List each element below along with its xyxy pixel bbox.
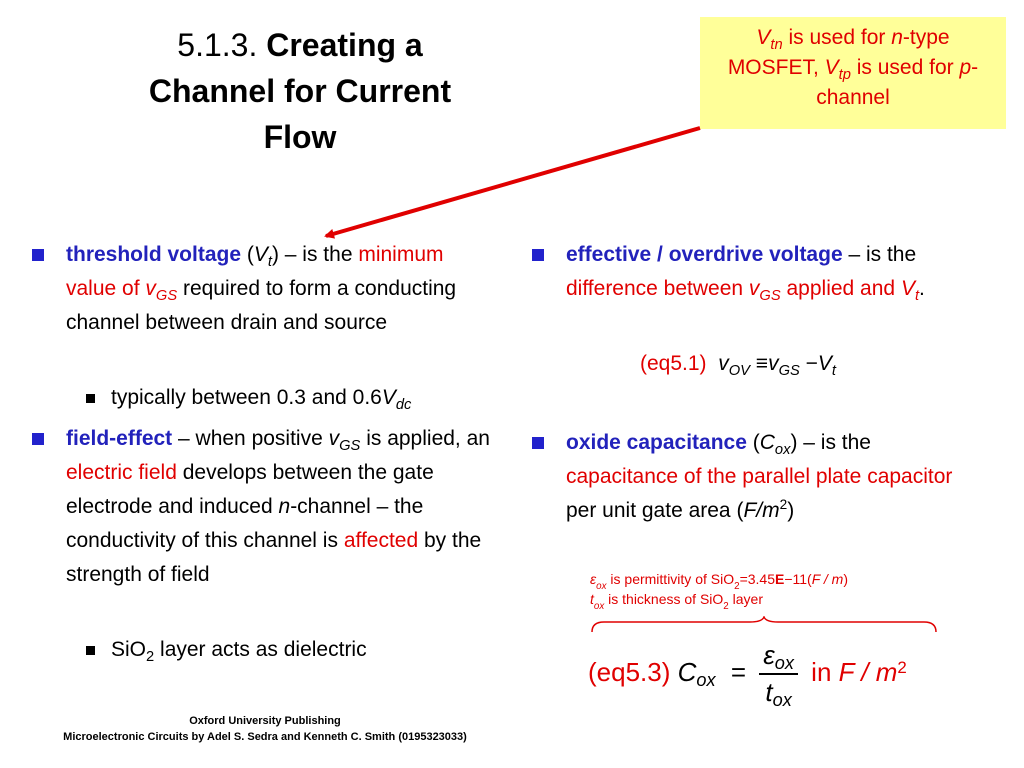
term-threshold-voltage: threshold voltage (66, 243, 242, 266)
equation-label: (eq5.1) (640, 352, 707, 375)
highlight: applied and (780, 277, 901, 300)
text: in (811, 656, 832, 687)
thickness-line (590, 589, 848, 612)
subbullet-marker (86, 394, 95, 403)
sub: GS (778, 363, 800, 379)
text: ( (241, 243, 254, 266)
text: ( (746, 431, 760, 454)
note-text: -channel (816, 56, 979, 109)
highlight: electric field (66, 461, 177, 484)
highlight: difference between (566, 277, 749, 300)
permittivity-line (590, 569, 849, 592)
text: required to form a conducting channel between drain and source (66, 277, 457, 334)
title-text: Creating a Channel for Current Flow (148, 27, 452, 155)
operator: ≡ (755, 352, 769, 375)
symbol: C (677, 656, 697, 687)
symbol: t (765, 677, 773, 707)
symbol: C (759, 431, 775, 454)
term-overdrive-voltage: effective / overdrive voltage (566, 243, 843, 266)
footer-citation: Microelectronic Circuits by Adel S. Sedra and Kenneth C. Smith (0195323033) (63, 731, 467, 743)
subbullet-marker (86, 646, 95, 655)
text: =3.45 (739, 571, 775, 587)
symbol: v (328, 427, 340, 450)
text: ) (787, 499, 795, 522)
note-text: is used for (850, 56, 960, 79)
curly-brace (590, 616, 940, 636)
sub: t (914, 288, 920, 304)
equation-5-3 (588, 640, 907, 708)
sub: 2 (146, 649, 155, 665)
sub: ox (774, 653, 794, 673)
sup: 2 (779, 497, 788, 512)
sub: ox (774, 442, 791, 458)
text: −11( (784, 571, 812, 587)
symbol: V (817, 352, 832, 375)
symbol: v (768, 352, 779, 375)
sub: 2 (723, 601, 729, 612)
text: layer acts as dielectric (154, 638, 367, 661)
note-p: p (959, 56, 972, 79)
sub: dc (395, 397, 412, 413)
symbol: V (253, 243, 268, 266)
text: per unit gate area ( (566, 499, 744, 522)
note-n: n (891, 26, 903, 49)
text: ) – is the (790, 431, 871, 454)
operator: − (805, 352, 818, 375)
highlight: minimum value of (66, 243, 444, 300)
note-text: -type MOSFET, (727, 26, 950, 79)
note-symbol: V (824, 56, 839, 79)
bullet-field-effect (66, 422, 496, 592)
text: typically between 0.3 and 0.6 (111, 386, 382, 409)
footer-publisher: Oxford University Publishing (189, 715, 341, 727)
equation-label: (eq5.3) (588, 656, 671, 687)
text: by the strength of field (66, 529, 482, 586)
sub: t (831, 363, 837, 379)
subbullet-typical-range (111, 381, 496, 415)
highlight: capacitance of the parallel plate capacitor (566, 465, 953, 488)
text: . (919, 277, 925, 300)
note-symbol: V (756, 26, 771, 49)
text: ) (843, 571, 849, 587)
sub: ox (696, 669, 716, 690)
text: is thickness of SiO (604, 591, 724, 607)
unit: F / m (811, 571, 844, 587)
subbullet-sio2-dielectric (111, 633, 496, 667)
fraction (759, 640, 798, 708)
text: – when positive (172, 427, 329, 450)
bullet-overdrive-voltage (566, 238, 981, 306)
text: – is the (842, 243, 917, 266)
sub: ox (596, 581, 607, 592)
symbol: ε (763, 640, 775, 670)
text: is applied, an (360, 427, 490, 450)
unit: F/m (743, 499, 780, 522)
text: develops between the gate electrode and induced (66, 461, 434, 518)
bullet-marker (532, 249, 544, 261)
sup: 2 (897, 657, 907, 677)
footer (0, 713, 530, 745)
text: layer (728, 591, 763, 607)
symbol: V (381, 386, 396, 409)
bullet-marker (532, 437, 544, 449)
permittivity-notes (590, 569, 849, 612)
sub: GS (759, 288, 781, 304)
numerator (759, 640, 798, 675)
operator: = (730, 656, 747, 687)
text: E (775, 571, 785, 587)
note-sub: tn (770, 37, 783, 53)
sub: ox (593, 601, 605, 612)
highlight: affected (343, 529, 419, 552)
term-field-effect: field-effect (66, 427, 173, 450)
bullet-marker (32, 249, 44, 261)
symbol: V (900, 277, 915, 300)
sub: t (267, 254, 272, 270)
note-sub: tp (838, 67, 851, 83)
symbol: t (590, 591, 594, 607)
unit: F / m (838, 656, 898, 687)
term-oxide-capacitance: oxide capacitance (566, 431, 747, 454)
text: is permittivity of SiO (606, 571, 735, 587)
bullet-marker (32, 433, 44, 445)
symbol: ε (590, 571, 597, 587)
symbol: v (718, 352, 729, 375)
bullet-threshold-voltage (66, 238, 496, 340)
text: -channel – the conductivity of this channel is (66, 495, 424, 552)
symbol: v (145, 277, 156, 300)
symbol: v (748, 277, 760, 300)
sub: ox (772, 690, 792, 710)
sub: GS (339, 438, 361, 454)
text: SiO (111, 638, 147, 661)
denominator (759, 675, 798, 708)
equation-5-1 (640, 352, 837, 379)
text: ) – is the (271, 243, 359, 266)
sub: GS (155, 288, 178, 304)
sub: OV (728, 363, 750, 379)
bullet-oxide-capacitance (566, 426, 981, 528)
sub: 2 (734, 581, 740, 592)
symbol: n (278, 495, 291, 518)
note-text: is used for (782, 26, 892, 49)
title-number: 5.1.3. (177, 27, 258, 63)
